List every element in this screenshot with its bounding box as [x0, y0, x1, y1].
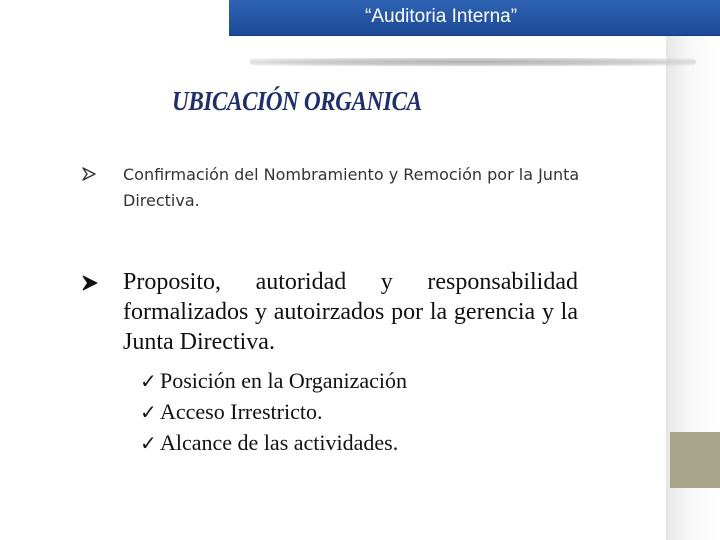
- list-item: [140, 428, 407, 459]
- slide-header-title: “Auditoria Interna”: [365, 6, 518, 27]
- check-item-text: Posición en la Organización: [160, 368, 408, 393]
- accent-block: [670, 432, 720, 488]
- arrow-bullet-icon: [82, 275, 98, 291]
- check-icon: ✓: [140, 371, 157, 393]
- list-item: [140, 366, 407, 397]
- check-item-text: Alcance de las actividades.: [160, 430, 399, 455]
- check-list: [140, 366, 407, 459]
- arrow-bullet-icon: [82, 167, 96, 181]
- check-icon: ✓: [140, 402, 157, 424]
- title-underline: [250, 58, 696, 66]
- list-item: [140, 397, 407, 428]
- bullet-text-1: Confirmación del Nombramiento y Remoción por la Junta Directiva.: [123, 165, 580, 210]
- check-item-text: Acceso Irrestricto.: [160, 399, 323, 424]
- section-title: UBICACIÓN ORGANICA: [172, 86, 422, 116]
- check-icon: ✓: [140, 433, 157, 455]
- bullet-text-2: Proposito, autoridad y responsabilidad formalizados y autoirzados por la gerencia y la Junta Directiva.: [123, 269, 578, 355]
